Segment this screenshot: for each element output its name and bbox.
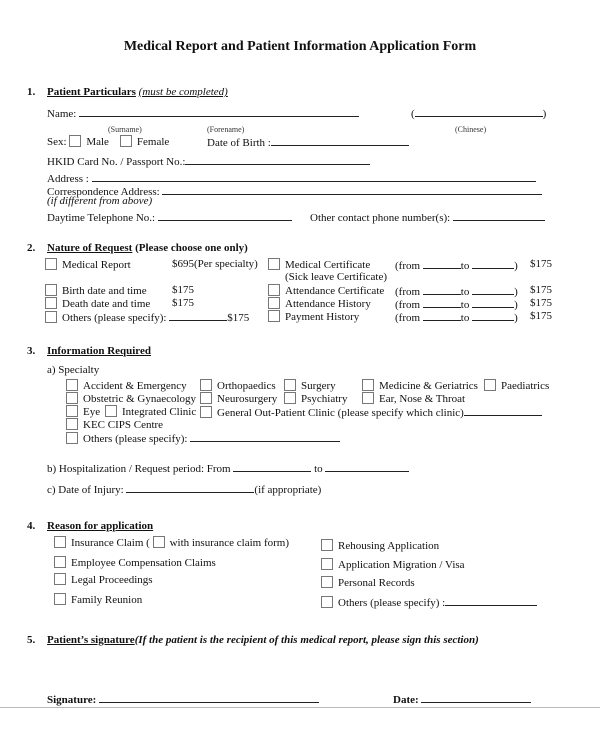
- page-divider: [0, 707, 600, 708]
- to-label: to: [314, 463, 323, 475]
- reason-label: Employee Compensation Claims: [71, 557, 216, 569]
- date-label: Date:: [393, 694, 419, 706]
- close-paren: ): [542, 108, 547, 120]
- specialty-label: KEC CIPS Centre: [83, 419, 164, 431]
- reason-label: Personal Records: [338, 577, 415, 589]
- name-field[interactable]: [79, 106, 359, 117]
- date-row: [393, 692, 531, 707]
- reason-others: [321, 595, 537, 610]
- reason-personal: [321, 576, 415, 590]
- rehousing-checkbox[interactable]: [321, 539, 333, 551]
- to-field[interactable]: [472, 310, 514, 321]
- request-others: [45, 310, 249, 325]
- specialty-accident: [66, 379, 187, 393]
- employee-compensation-checkbox[interactable]: [54, 556, 66, 568]
- reason-label: Application Migration / Visa: [338, 559, 465, 571]
- gopc-checkbox[interactable]: [200, 406, 212, 418]
- request-label: Attendance Certificate: [285, 285, 385, 297]
- request-price: $175: [172, 284, 194, 296]
- specialty-ent: [362, 392, 465, 406]
- dob-label: Date of Birth :: [207, 137, 271, 149]
- section-1-heading: [47, 86, 228, 99]
- reason-insurance: [54, 536, 289, 550]
- female-checkbox[interactable]: [120, 135, 132, 147]
- chinese-caption: (Chinese): [455, 125, 487, 134]
- specialty-label: Obstetric & Gynaecology: [83, 393, 197, 405]
- request-label: Medical Certificate: [285, 259, 371, 271]
- specialty-label: Surgery: [301, 380, 336, 392]
- other-phone-label: Other contact phone number(s):: [310, 212, 451, 224]
- correspondence-field[interactable]: [162, 184, 542, 195]
- reason-family: [54, 593, 142, 607]
- medical-report-checkbox[interactable]: [45, 258, 57, 270]
- form-title: Medical Report and Patient Information Application Form: [123, 39, 477, 54]
- forename-caption: (Forename): [207, 125, 245, 134]
- section-4-number: 4.: [27, 520, 36, 532]
- from-field[interactable]: [423, 284, 461, 295]
- chinese-name-row: [411, 106, 546, 121]
- ortho-checkbox[interactable]: [200, 379, 212, 391]
- section-5-title: Patient’s signature: [47, 634, 135, 646]
- section-5-note: (If the patient is the recipient of this medical report, please sign this section): [134, 634, 479, 646]
- insurance-form-label: with insurance claim form): [169, 537, 289, 549]
- eye-checkbox[interactable]: [66, 405, 78, 417]
- to-field[interactable]: [472, 284, 514, 295]
- reason-others-field[interactable]: [445, 595, 537, 606]
- hospitalization-row: [47, 461, 409, 476]
- from-label: (from: [395, 299, 421, 311]
- specialty-label: Neurosurgery: [217, 393, 278, 405]
- attendance-certificate-checkbox[interactable]: [268, 284, 280, 296]
- chinese-name-field[interactable]: [415, 106, 543, 117]
- section-1-note: (must be completed): [138, 86, 228, 98]
- reason-legal: [54, 573, 153, 587]
- specialty-medicine: [362, 379, 478, 393]
- specialty-others: [66, 431, 340, 446]
- specialty-paed: [484, 379, 549, 393]
- request-attendance-certificate: [268, 284, 384, 298]
- correspondence-note: (if different from above): [47, 195, 153, 207]
- specialty-gopc: [200, 405, 542, 420]
- request-medical-report: [45, 258, 131, 272]
- section-3-number: 3.: [27, 345, 36, 357]
- close-paren: ): [514, 312, 518, 324]
- surname-caption: (Surname): [108, 125, 142, 134]
- hkid-label: HKID Card No. / Passport No.:: [47, 156, 186, 168]
- request-price: $175: [530, 284, 552, 296]
- dob-field[interactable]: [271, 135, 409, 146]
- sex-label: Sex:: [47, 136, 67, 148]
- section-4-heading: Reason for application: [47, 520, 154, 532]
- open-paren: (: [411, 108, 415, 120]
- from-label: (from: [395, 312, 421, 324]
- specialty-label: Others (please specify):: [83, 433, 188, 445]
- address-label: Address :: [47, 173, 89, 185]
- name-label: Name:: [47, 108, 77, 120]
- death-checkbox[interactable]: [45, 297, 57, 309]
- migration-checkbox[interactable]: [321, 558, 333, 570]
- from-field[interactable]: [423, 310, 461, 321]
- specialty-kec: [66, 418, 163, 432]
- request-label: Death date and time: [62, 298, 151, 310]
- close-paren: ): [514, 299, 518, 311]
- signature-field[interactable]: [99, 692, 319, 703]
- to-label: to: [460, 286, 470, 298]
- request-death: [45, 297, 150, 311]
- specialty-psych: [284, 392, 347, 406]
- hospitalization-label: b) Hospitalization / Request period: From: [47, 463, 231, 475]
- specialty-label: Integrated Clinic: [122, 406, 197, 418]
- signature-row: [47, 692, 319, 707]
- specialty-label: Ear, Nose & Throat: [379, 393, 466, 405]
- date-field[interactable]: [421, 692, 531, 703]
- medical-certificate-checkbox[interactable]: [268, 258, 280, 270]
- request-label: Attendance History: [285, 298, 371, 310]
- section-5-number: 5.: [27, 634, 36, 646]
- personal-checkbox[interactable]: [321, 576, 333, 588]
- injury-date-field[interactable]: [126, 482, 254, 493]
- specialty-label: Psychiatry: [301, 393, 348, 405]
- request-label: Others (please specify):: [62, 312, 167, 324]
- from-label: (from: [395, 260, 421, 272]
- specialty-neuro: [200, 392, 277, 406]
- to-label: to: [460, 312, 470, 324]
- psych-checkbox[interactable]: [284, 392, 296, 404]
- section-3-heading: Information Required: [47, 345, 151, 357]
- attendance-history-checkbox[interactable]: [268, 297, 280, 309]
- integrated-checkbox[interactable]: [105, 405, 117, 417]
- close-paren: ): [514, 286, 518, 298]
- period-range: [395, 258, 518, 273]
- daytime-phone-label: Daytime Telephone No.:: [47, 212, 156, 224]
- specialty-label: Eye: [83, 406, 101, 418]
- signature-label: Signature:: [47, 694, 97, 706]
- request-label: Birth date and time: [62, 285, 147, 297]
- birth-checkbox[interactable]: [45, 284, 57, 296]
- request-price: $175: [530, 258, 552, 270]
- name-row: [47, 106, 359, 121]
- reason-others-checkbox[interactable]: [321, 596, 333, 608]
- insurance-form-checkbox[interactable]: [153, 536, 165, 548]
- reason-label: Others (please specify) :: [338, 597, 446, 609]
- accident-checkbox[interactable]: [66, 379, 78, 391]
- specialty-label: Paediatrics: [501, 380, 550, 392]
- from-label: (from: [395, 286, 421, 298]
- request-price: $175: [227, 312, 250, 324]
- specialty-label: a) Specialty: [47, 364, 100, 376]
- reason-label: Insurance Claim (: [71, 537, 150, 549]
- from-field[interactable]: [423, 258, 461, 269]
- to-field[interactable]: [472, 258, 514, 269]
- section-2-note: (Please choose one only): [135, 242, 248, 254]
- ent-checkbox[interactable]: [362, 392, 374, 404]
- others-checkbox[interactable]: [45, 311, 57, 323]
- section-1-number: 1.: [27, 86, 36, 98]
- neuro-checkbox[interactable]: [200, 392, 212, 404]
- specialty-label: Accident & Emergency: [83, 380, 187, 392]
- request-payment-history: [268, 310, 359, 324]
- request-price: $175: [530, 310, 552, 322]
- specialty-others-field[interactable]: [190, 431, 340, 442]
- sex-row: [47, 135, 169, 149]
- reason-migration: [321, 558, 465, 572]
- section-2-number: 2.: [27, 242, 36, 254]
- medicine-checkbox[interactable]: [362, 379, 374, 391]
- daytime-phone-field[interactable]: [158, 210, 292, 221]
- section-2-heading: [47, 242, 248, 255]
- reason-label: Rehousing Application: [338, 540, 440, 552]
- reason-rehousing: [321, 539, 439, 553]
- injury-row: [47, 482, 321, 497]
- dob-row: [207, 135, 409, 150]
- address-field[interactable]: [92, 171, 536, 182]
- specialty-eye: [66, 405, 100, 419]
- surgery-checkbox[interactable]: [284, 379, 296, 391]
- request-price: $695(Per specialty): [172, 258, 258, 270]
- to-field[interactable]: [472, 297, 514, 308]
- hkid-field[interactable]: [185, 154, 370, 165]
- gopc-field[interactable]: [464, 405, 542, 416]
- request-attendance-history: [268, 297, 371, 311]
- injury-label: c) Date of Injury:: [47, 484, 124, 496]
- male-checkbox[interactable]: [69, 135, 81, 147]
- male-label: Male: [86, 136, 109, 148]
- paed-checkbox[interactable]: [484, 379, 496, 391]
- reason-employee-compensation: [54, 556, 216, 570]
- to-label: to: [460, 299, 470, 311]
- request-price: $175: [172, 297, 194, 309]
- female-label: Female: [136, 136, 170, 148]
- reason-label: Family Reunion: [71, 594, 143, 606]
- specialty-label: Orthopaedics: [217, 380, 276, 392]
- to-label: to: [460, 260, 470, 272]
- obstetric-checkbox[interactable]: [66, 392, 78, 404]
- close-paren: ): [514, 260, 518, 272]
- specialty-label: General Out-Patient Clinic (please specify which clinic): [217, 407, 464, 419]
- request-price: $175: [530, 297, 552, 309]
- specialty-obstetric: [66, 392, 196, 406]
- specialty-others-checkbox[interactable]: [66, 432, 78, 444]
- from-field[interactable]: [423, 297, 461, 308]
- other-phone-field[interactable]: [453, 210, 545, 221]
- legal-checkbox[interactable]: [54, 573, 66, 585]
- section-2-title: Nature of Request: [47, 242, 133, 254]
- hospitalization-to-field[interactable]: [325, 461, 409, 472]
- hkid-row: [47, 154, 370, 169]
- injury-note: (if appropriate): [254, 484, 322, 496]
- other-phone-row: [310, 210, 545, 225]
- phone-row: [47, 210, 292, 225]
- reason-label: Legal Proceedings: [71, 574, 153, 586]
- specialty-surgery: [284, 379, 336, 393]
- family-checkbox[interactable]: [54, 593, 66, 605]
- others-field[interactable]: [169, 310, 227, 321]
- payment-history-checkbox[interactable]: [268, 310, 280, 322]
- request-medical-certificate: [268, 258, 370, 272]
- specialty-ortho: [200, 379, 276, 393]
- request-label: Medical Report: [62, 259, 131, 271]
- section-1-title: Patient Particulars: [47, 86, 136, 98]
- insurance-checkbox[interactable]: [54, 536, 66, 548]
- hospitalization-from-field[interactable]: [233, 461, 311, 472]
- period-range: [395, 310, 518, 325]
- request-label: Payment History: [285, 311, 360, 323]
- request-birth: [45, 284, 147, 298]
- specialty-integrated: [105, 405, 196, 419]
- request-sub-label: (Sick leave Certificate): [285, 271, 388, 283]
- section-5-heading: [47, 634, 479, 647]
- correspondence-label: Correspondence Address:: [47, 186, 160, 198]
- kec-checkbox[interactable]: [66, 418, 78, 430]
- specialty-label: Medicine & Geriatrics: [379, 380, 478, 392]
